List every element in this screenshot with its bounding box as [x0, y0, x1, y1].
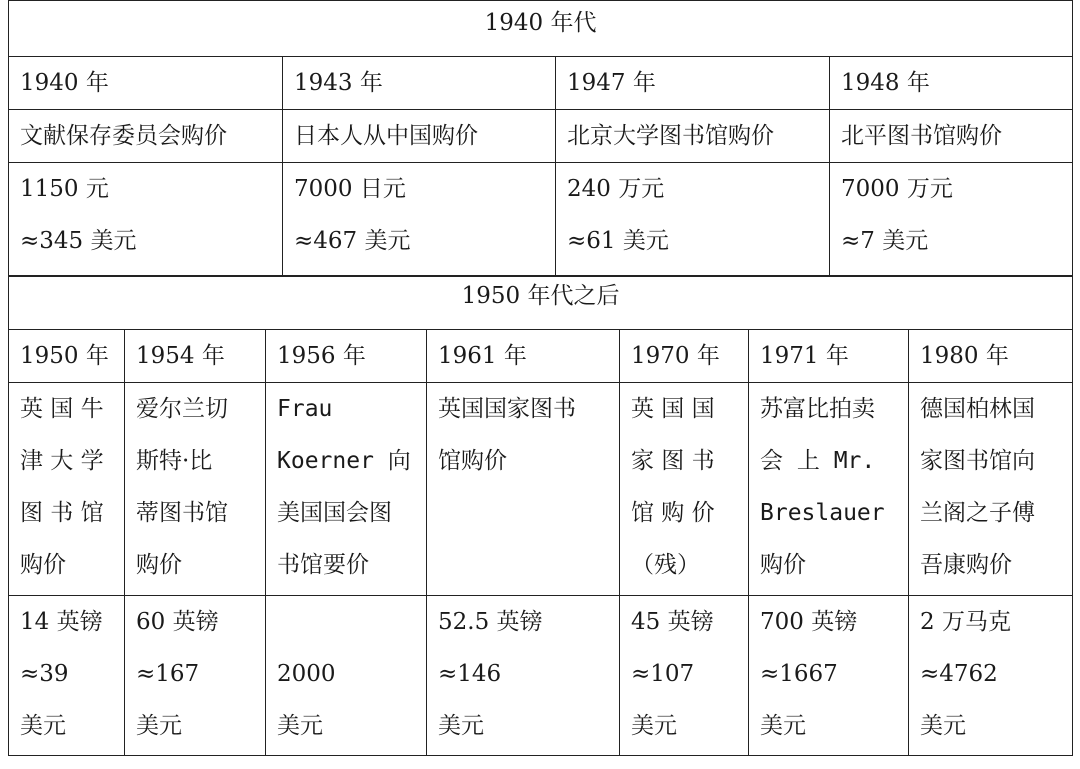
price-line	[277, 596, 418, 648]
event-line: 英国国家图书	[438, 396, 576, 422]
event-cell: 北平图书馆购价	[830, 109, 1073, 162]
year-cell: 1947 年	[556, 56, 830, 109]
event-line: 会 上 Mr.	[760, 448, 876, 474]
price-cell	[556, 162, 830, 276]
price-line: ≈4762	[920, 661, 998, 687]
price-line: 7000 万元	[841, 175, 953, 202]
price-cell	[9, 162, 283, 276]
price-line: 美元	[760, 713, 806, 739]
event-line: 蒂图书馆	[136, 500, 228, 526]
event-line: 苏富比拍卖	[760, 396, 875, 422]
price-line: ≈39	[20, 661, 69, 687]
price-line: ≈107	[631, 661, 695, 687]
event-line: 津 大 学	[20, 448, 104, 474]
price-cell	[266, 596, 427, 756]
year-cell: 1956 年	[266, 330, 427, 383]
event-line: 英 国 国	[631, 396, 715, 422]
event-cell	[9, 383, 125, 596]
event-line: 美国国会图	[277, 500, 392, 526]
price-cell	[9, 596, 125, 756]
price-line: ≈467 美元	[294, 227, 411, 254]
event-line: Frau	[277, 396, 333, 422]
price-line: 2 万马克	[920, 609, 1011, 635]
event-line: 家 图 书	[631, 448, 715, 474]
year-cell: 1940 年	[9, 56, 283, 109]
event-cell	[909, 383, 1073, 596]
event-line: 兰阁之子傅	[920, 500, 1035, 526]
price-line: 1150 元	[20, 175, 109, 202]
price-line: 美元	[631, 713, 677, 739]
price-line: ≈7 美元	[841, 227, 929, 254]
price-line: 7000 日元	[294, 175, 406, 202]
year-cell: 1971 年	[749, 330, 909, 383]
event-cell	[749, 383, 909, 596]
price-line: 60 英镑	[136, 609, 219, 635]
price-cell	[283, 162, 556, 276]
price-line: ≈146	[438, 661, 502, 687]
price-line: ≈1667	[760, 661, 838, 687]
event-line: Koerner 向	[277, 448, 411, 474]
event-line: 馆购价	[438, 448, 507, 474]
price-cell	[125, 596, 266, 756]
event-line: 德国柏林国	[920, 396, 1035, 422]
price-line: 52.5 英镑	[438, 609, 543, 635]
event-line: 图 书 馆	[20, 500, 104, 526]
event-cell	[427, 383, 620, 596]
price-line: 45 英镑	[631, 609, 714, 635]
year-cell: 1961 年	[427, 330, 620, 383]
event-line: Breslauer	[760, 500, 885, 526]
event-line: 购价	[760, 552, 806, 578]
price-cell	[749, 596, 909, 756]
price-cell	[909, 596, 1073, 756]
event-cell	[620, 383, 749, 596]
year-cell: 1954 年	[125, 330, 266, 383]
price-line: 美元	[277, 713, 323, 739]
event-line: 爱尔兰切	[136, 396, 228, 422]
event-line: 馆 购 价	[631, 500, 715, 526]
price-line: ≈61 美元	[567, 227, 669, 254]
year-cell: 1948 年	[830, 56, 1073, 109]
event-line: 吾康购价	[920, 552, 1012, 578]
event-cell: 日本人从中国购价	[283, 109, 556, 162]
event-line: 购价	[20, 552, 66, 578]
price-cell	[427, 596, 620, 756]
section-title-1950s: 1950 年代之后	[9, 276, 1073, 330]
price-line: 240 万元	[567, 175, 665, 202]
price-line: 美元	[20, 713, 66, 739]
price-cell	[830, 162, 1073, 276]
price-cell	[620, 596, 749, 756]
event-line: 购价	[136, 552, 182, 578]
price-line: 美元	[438, 713, 484, 739]
event-line: 家图书馆向	[920, 448, 1035, 474]
year-cell: 1950 年	[9, 330, 125, 383]
event-line: 斯特·比	[136, 448, 213, 474]
price-line: 美元	[920, 713, 966, 739]
year-cell: 1970 年	[620, 330, 749, 383]
event-line: 英 国 牛	[20, 396, 104, 422]
event-cell: 文献保存委员会购价	[9, 109, 283, 162]
price-history-table	[8, 1, 1072, 756]
section-title-1940s: 1940 年代	[9, 0, 1073, 56]
price-line: 700 英镑	[760, 609, 858, 635]
year-cell: 1980 年	[909, 330, 1073, 383]
year-cell: 1943 年	[283, 56, 556, 109]
event-cell: 北京大学图书馆购价	[556, 109, 830, 162]
price-line: ≈345 美元	[20, 227, 137, 254]
event-cell	[125, 383, 266, 596]
price-line: 14 英镑	[20, 609, 103, 635]
event-cell	[266, 383, 427, 596]
event-line: （残）	[631, 552, 700, 578]
price-line: 美元	[136, 713, 182, 739]
price-line: 2000	[277, 661, 336, 687]
event-line: 书馆要价	[277, 552, 369, 578]
price-line: ≈167	[136, 661, 200, 687]
